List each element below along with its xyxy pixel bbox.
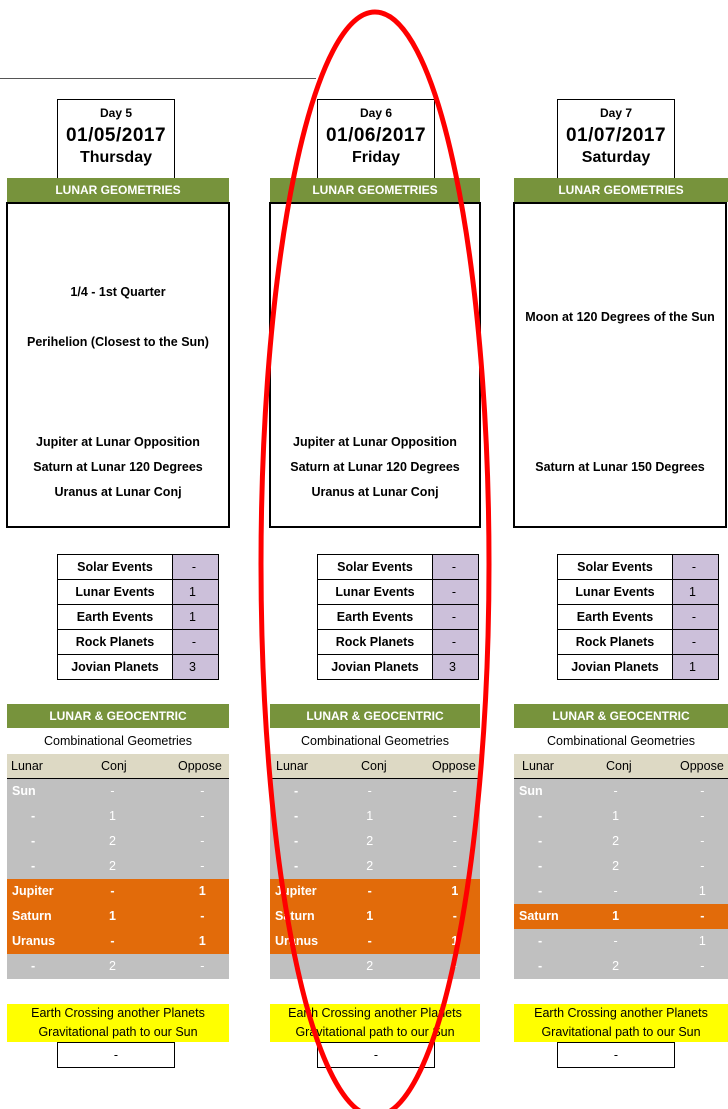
combo-row-conj: -	[367, 884, 372, 898]
table-row	[318, 605, 479, 630]
earth-crossing-value: -	[317, 1042, 435, 1068]
table-row	[58, 580, 219, 605]
col-header-oppose: Oppose	[178, 759, 222, 773]
weekday-label: Thursday	[79, 149, 152, 166]
combo-row-name: -	[538, 884, 543, 898]
event-count: 3	[173, 655, 219, 680]
combo-row-oppose: -	[200, 809, 205, 823]
combinational-geometries-title: Combinational Geometries	[301, 734, 449, 748]
combo-row-name: -	[538, 834, 543, 848]
top-divider-line	[0, 78, 316, 79]
lunar-line: Saturn at Lunar 120 Degrees	[33, 460, 203, 474]
combo-row-conj: 2	[612, 959, 620, 973]
earth-crossing-note	[7, 1004, 229, 1042]
lunar-line: 1/4 - 1st Quarter	[70, 285, 166, 299]
combo-row	[270, 929, 480, 954]
combo-row-name: Uranus	[12, 934, 56, 948]
event-label: Earth Events	[558, 605, 673, 630]
combo-row-conj: -	[110, 884, 115, 898]
event-count: 1	[173, 605, 219, 630]
combo-row	[7, 879, 229, 904]
date-value: 01/06/2017	[325, 125, 427, 146]
combo-row-name: -	[294, 959, 299, 973]
event-count: -	[673, 555, 719, 580]
combo-row	[7, 929, 229, 954]
combo-row-oppose: 1	[198, 934, 206, 948]
event-label: Rock Planets	[318, 630, 433, 655]
col-header-lunar: Lunar	[276, 759, 308, 773]
combo-row-oppose: -	[452, 959, 457, 973]
lunar-geometries-header: LUNAR GEOMETRIES	[7, 178, 229, 202]
combo-row-conj: 2	[108, 959, 116, 973]
combo-row-oppose: -	[200, 909, 205, 923]
combo-row	[7, 779, 229, 804]
combo-row-conj: 1	[366, 909, 374, 923]
combo-row	[270, 954, 480, 979]
event-count: 1	[673, 655, 719, 680]
lunar-geometries-header: LUNAR GEOMETRIES	[514, 178, 728, 202]
combo-row	[514, 829, 728, 854]
combo-column-headers	[270, 754, 480, 779]
event-count: 1	[173, 580, 219, 605]
combo-row-conj: -	[110, 784, 115, 798]
note-line-2: Gravitational path to our Sun	[541, 1025, 701, 1039]
table-row	[318, 580, 479, 605]
combo-row-oppose: -	[200, 959, 205, 973]
combo-row-oppose: -	[452, 809, 457, 823]
combo-row-oppose: 1	[451, 934, 459, 948]
combo-row	[270, 904, 480, 929]
event-label: Earth Events	[318, 605, 433, 630]
table-row	[58, 555, 219, 580]
combo-row-name: Saturn	[519, 909, 559, 923]
event-label: Lunar Events	[318, 580, 433, 605]
combo-row-name: -	[538, 934, 543, 948]
combo-row-conj: -	[613, 934, 618, 948]
combo-row-name: Uranus	[275, 934, 319, 948]
table-row	[58, 630, 219, 655]
combo-row-name: Saturn	[12, 909, 52, 923]
combo-row-oppose: -	[200, 834, 205, 848]
date-value: 01/07/2017	[565, 125, 667, 146]
combo-row-oppose: -	[452, 834, 457, 848]
combo-row-conj: -	[367, 934, 372, 948]
combo-row-oppose: -	[452, 859, 457, 873]
combo-row	[514, 929, 728, 954]
col-header-oppose: Oppose	[680, 759, 724, 773]
lunar-line: Saturn at Lunar 120 Degrees	[290, 460, 460, 474]
combo-row-name: -	[31, 809, 36, 823]
combo-row-conj: 2	[366, 834, 374, 848]
event-count: 3	[433, 655, 479, 680]
earth-crossing-note	[514, 1004, 728, 1042]
combo-row-name: -	[31, 959, 36, 973]
combo-row-name: -	[538, 859, 543, 873]
table-row	[558, 655, 719, 680]
combo-row-oppose: 1	[698, 884, 706, 898]
combo-row	[514, 954, 728, 979]
earth-crossing-value: -	[57, 1042, 175, 1068]
day-label: Day 6	[359, 106, 393, 120]
table-row	[318, 655, 479, 680]
lunar-line: Uranus at Lunar Conj	[54, 485, 182, 499]
event-count: -	[673, 605, 719, 630]
lunar-geocentric-header: LUNAR & GEOCENTRIC	[7, 704, 229, 728]
event-label: Rock Planets	[558, 630, 673, 655]
combo-row-oppose: 1	[451, 884, 459, 898]
combinational-geometries-title: Combinational Geometries	[547, 734, 695, 748]
combo-row-conj: 1	[612, 809, 620, 823]
table-row	[558, 580, 719, 605]
combo-row	[514, 879, 728, 904]
combo-row-conj: 2	[612, 859, 620, 873]
lunar-line: Jupiter at Lunar Opposition	[293, 435, 457, 449]
combo-column-headers	[514, 754, 728, 779]
earth-crossing-note	[270, 1004, 480, 1042]
combo-column-headers	[7, 754, 229, 779]
earth-crossing-value: -	[557, 1042, 675, 1068]
table-row	[318, 630, 479, 655]
col-header-lunar: Lunar	[522, 759, 554, 773]
event-count: -	[173, 555, 219, 580]
lunar-line: Moon at 120 Degrees of the Sun	[525, 310, 715, 324]
combo-row-conj: 2	[108, 834, 116, 848]
table-row	[558, 630, 719, 655]
events-table	[317, 554, 479, 680]
event-label: Jovian Planets	[558, 655, 673, 680]
date-header	[57, 99, 175, 178]
table-row	[318, 555, 479, 580]
note-line-1: Earth Crossing another Planets	[288, 1006, 462, 1020]
lunar-line: Uranus at Lunar Conj	[311, 485, 439, 499]
events-table	[57, 554, 219, 680]
event-label: Rock Planets	[58, 630, 173, 655]
event-label: Jovian Planets	[58, 655, 173, 680]
combo-row-conj: 1	[108, 909, 116, 923]
combo-row	[270, 804, 480, 829]
event-label: Lunar Events	[58, 580, 173, 605]
col-header-lunar: Lunar	[11, 759, 43, 773]
event-label: Solar Events	[558, 555, 673, 580]
combo-row-conj: -	[613, 884, 618, 898]
combo-row-name: -	[294, 834, 299, 848]
weekday-label: Saturday	[581, 149, 651, 166]
combo-row-conj: -	[367, 784, 372, 798]
combo-row	[270, 779, 480, 804]
lunar-geometries-box	[513, 202, 727, 528]
combo-row	[270, 854, 480, 879]
lunar-geocentric-header: LUNAR & GEOCENTRIC	[270, 704, 480, 728]
combo-row	[7, 954, 229, 979]
combo-row	[7, 829, 229, 854]
event-count: -	[433, 630, 479, 655]
combo-row-name: -	[538, 809, 543, 823]
combo-row-oppose: 1	[698, 934, 706, 948]
combo-row-conj: -	[613, 784, 618, 798]
event-label: Solar Events	[58, 555, 173, 580]
note-line-1: Earth Crossing another Planets	[31, 1006, 205, 1020]
combo-row-conj: 2	[366, 859, 374, 873]
combo-row-oppose: -	[200, 859, 205, 873]
combo-row	[7, 904, 229, 929]
combinational-geometries-title: Combinational Geometries	[44, 734, 192, 748]
date-header	[317, 99, 435, 178]
note-line-2: Gravitational path to our Sun	[295, 1025, 455, 1039]
weekday-label: Friday	[351, 149, 400, 166]
combo-row	[514, 804, 728, 829]
event-count: -	[433, 580, 479, 605]
combo-row	[514, 904, 728, 929]
table-row	[58, 655, 219, 680]
event-label: Solar Events	[318, 555, 433, 580]
event-count: -	[173, 630, 219, 655]
combo-row-conj: 2	[108, 859, 116, 873]
combo-row-conj: 1	[108, 809, 116, 823]
lunar-line: Jupiter at Lunar Opposition	[36, 435, 200, 449]
combo-row-oppose: -	[200, 784, 205, 798]
event-label: Lunar Events	[558, 580, 673, 605]
lunar-line: Perihelion (Closest to the Sun)	[27, 335, 209, 349]
event-label: Earth Events	[58, 605, 173, 630]
col-header-conj: Conj	[101, 759, 127, 773]
combo-row-oppose: 1	[198, 884, 206, 898]
table-row	[558, 555, 719, 580]
event-count: -	[673, 630, 719, 655]
lunar-geocentric-header: LUNAR & GEOCENTRIC	[514, 704, 728, 728]
lunar-geometries-header: LUNAR GEOMETRIES	[270, 178, 480, 202]
table-row	[558, 605, 719, 630]
lunar-geometries-box	[269, 202, 481, 528]
date-value: 01/05/2017	[65, 125, 167, 146]
event-label: Jovian Planets	[318, 655, 433, 680]
combo-row-oppose: -	[700, 959, 705, 973]
col-header-conj: Conj	[606, 759, 632, 773]
combo-row	[270, 829, 480, 854]
combo-row-oppose: -	[700, 859, 705, 873]
combo-row-conj: 1	[366, 809, 374, 823]
table-row	[58, 605, 219, 630]
combo-row-name: -	[538, 959, 543, 973]
combo-row-name: -	[294, 859, 299, 873]
combo-row-name: -	[31, 834, 36, 848]
combo-row-conj: 1	[612, 909, 620, 923]
combo-row	[7, 854, 229, 879]
combo-row-name: -	[294, 784, 299, 798]
combo-row-oppose: -	[452, 909, 457, 923]
lunar-geometries-box	[6, 202, 230, 528]
combo-row-oppose: -	[452, 784, 457, 798]
col-header-oppose: Oppose	[432, 759, 476, 773]
combo-row-oppose: -	[700, 809, 705, 823]
lunar-line: Saturn at Lunar 150 Degrees	[535, 460, 705, 474]
combo-row-oppose: -	[700, 909, 705, 923]
combo-row-oppose: -	[700, 784, 705, 798]
combo-row	[514, 854, 728, 879]
combo-row-name: Sun	[12, 784, 36, 798]
event-count: 1	[673, 580, 719, 605]
combo-row	[7, 804, 229, 829]
combo-row-name: Saturn	[275, 909, 315, 923]
combo-row-conj: -	[110, 934, 115, 948]
event-count: -	[433, 605, 479, 630]
events-table	[557, 554, 719, 680]
event-count: -	[433, 555, 479, 580]
day-label: Day 7	[599, 106, 633, 120]
combo-row-conj: 2	[366, 959, 374, 973]
combo-row-name: Jupiter	[275, 884, 317, 898]
combo-row-oppose: -	[700, 834, 705, 848]
combo-row-name: -	[294, 809, 299, 823]
note-line-2: Gravitational path to our Sun	[38, 1025, 198, 1039]
date-header	[557, 99, 675, 178]
combo-row-conj: 2	[612, 834, 620, 848]
combo-row-name: -	[31, 859, 36, 873]
note-line-1: Earth Crossing another Planets	[534, 1006, 708, 1020]
combo-row-name: Jupiter	[12, 884, 54, 898]
day-label: Day 5	[99, 106, 133, 120]
col-header-conj: Conj	[361, 759, 387, 773]
combo-row	[514, 779, 728, 804]
combo-row-name: Sun	[519, 784, 543, 798]
combo-row	[270, 879, 480, 904]
